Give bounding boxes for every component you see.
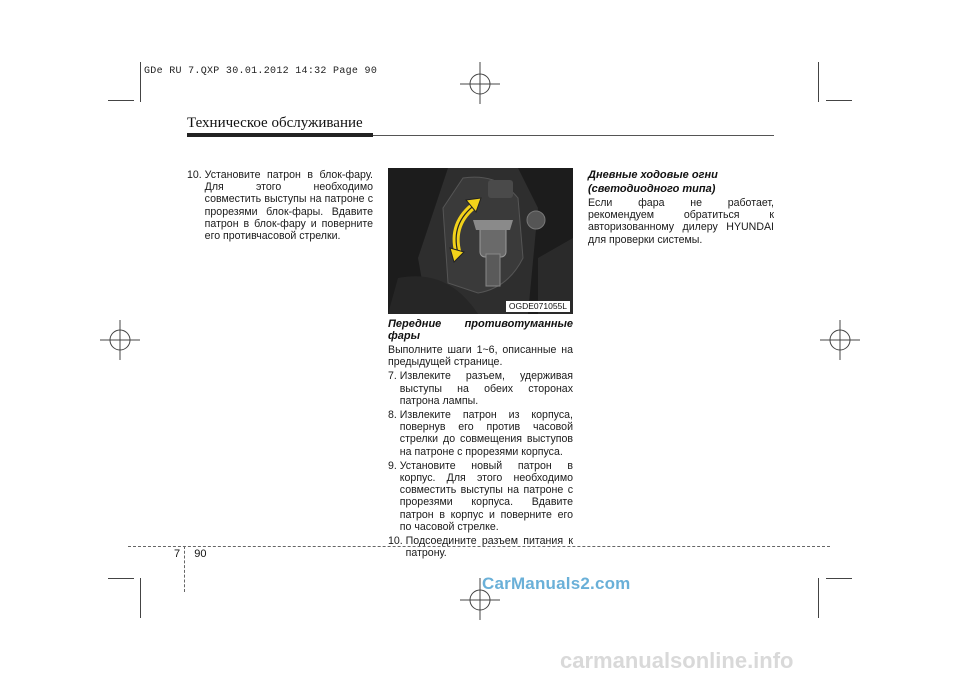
page-number: 90 [194, 548, 207, 560]
step-number: 10. [187, 169, 205, 181]
section-heading: Дневные ходовые огни [588, 169, 718, 181]
step-number: 9. [388, 459, 400, 472]
section-number: 7 [174, 548, 181, 560]
step-item [388, 460, 573, 533]
header-rule-thin [373, 135, 774, 136]
figure-caption: OGDE071055L [506, 301, 570, 312]
step-text: Установите патрон в блок-фару. Для этого необходимо совместить выступы на патроне с прорезями блок-фары. Вдавите патрон в блок-фару и поверните его противчасовой стрелки. [204, 169, 373, 243]
print-slug: GDe RU 7.QXP 30.01.2012 14:32 Page 90 [144, 66, 378, 77]
header-rule [187, 133, 373, 137]
left-column [187, 169, 373, 244]
step-text: Подсоедините разъем питания к патрону. [405, 535, 573, 560]
fog-lamp-illustration [388, 168, 573, 314]
step-number: 10. [388, 535, 406, 548]
step-text: Установите новый патрон в корпус. Для этого необходимо совместить выступы на патроне с прорезями корпуса. Вдавите патрон в корпус и поверните его по часовой стрелке. [399, 459, 573, 533]
intro-text: Выполните шаги 1~6, описанные на предыдущей странице. [388, 344, 573, 369]
section-subheading: (светодиодного типа) [588, 183, 716, 195]
footer-page-number [174, 548, 207, 560]
step-text: Извлеките патрон из корпуса, повернув его против часовой стрелки до совмещения выступов на патроне с прорезями корпуса. [399, 409, 573, 458]
right-column [588, 169, 774, 248]
page-header-title: Техническое обслуживание [187, 115, 363, 131]
step-item [388, 535, 573, 559]
body-text: Если фара не работает, рекомендуем обратиться к авторизованному дилеру HYUNDAI для проверки системы. [588, 197, 774, 246]
step-number: 8. [388, 409, 400, 422]
step-text: Извлеките разъем, удерживая выступы на обеих сторонах патрона лампы. [399, 370, 573, 407]
middle-column [388, 318, 573, 561]
step-item [388, 409, 573, 458]
section-heading: Передние противотуманные фары [388, 318, 573, 342]
step-item [388, 370, 573, 407]
footer-rule [128, 546, 830, 547]
step-item [187, 169, 373, 242]
fog-lamp-figure [388, 168, 573, 314]
carmanualsonline-watermark: carmanualsonline.info [560, 648, 794, 673]
carmanuals-logo[interactable]: CarManuals2.com [482, 574, 631, 593]
step-number: 7. [388, 370, 400, 383]
